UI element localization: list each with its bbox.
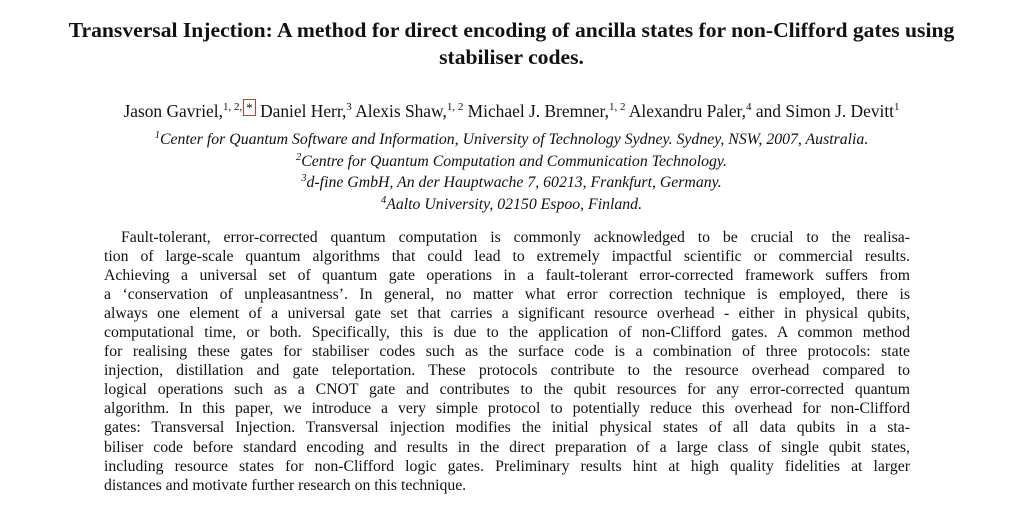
title-line-2: stabiliser codes. bbox=[439, 45, 584, 69]
affiliation-item bbox=[0, 129, 1023, 151]
abstract-line: tion of large-scale quantum algorithms that could lead to extremely impactful scientific or commercial results. bbox=[104, 248, 910, 266]
affiliation-item bbox=[0, 172, 1023, 194]
abstract-line: a ‘conservation of unpleasantness’. In general, no matter what error correction technique is employed, there is bbox=[104, 286, 910, 304]
affiliation-text: Center for Quantum Software and Information, University of Technology Sydney. Sydney, NSW, 2007, Australia. bbox=[159, 131, 869, 148]
abstract-line: algorithm. In this paper, we introduce a very simple protocol to potentially reduce this overhead for non-Clifford bbox=[104, 400, 910, 418]
affiliation-number: 3 bbox=[301, 173, 307, 185]
affiliation-item bbox=[0, 194, 1023, 216]
author-name: Jason Gavriel, bbox=[123, 101, 223, 121]
abstract bbox=[104, 228, 910, 495]
affiliation-number: 2 bbox=[295, 151, 302, 163]
affiliation-item bbox=[0, 151, 1023, 173]
author-affiliation-marks: 1, 2, bbox=[222, 101, 243, 113]
abstract-line: injection, distillation and gate teleportation. These protocols contribute to the resource overhead compared to bbox=[104, 362, 910, 380]
affiliation-text: d-fine GmbH, An der Hauptwache 7, 60213, Frankfurt, Germany. bbox=[306, 174, 722, 192]
abstract-line: biliser code before standard encoding and results in the direct preparation of a large class of single qubit states, bbox=[104, 438, 910, 456]
author-affiliation-marks: 3 bbox=[346, 101, 352, 113]
affiliation-number: 1 bbox=[154, 130, 160, 141]
author-name: Alexis Shaw, bbox=[355, 101, 447, 121]
affiliation-text: Centre for Quantum Computation and Communication Technology. bbox=[301, 152, 728, 170]
affiliation-list bbox=[0, 129, 1023, 215]
abstract-line: distances and motivate further research on this technique. bbox=[104, 476, 467, 494]
abstract-line: including resource states for non-Clifford logic gates. Preliminary results hint at high quality fidelities at larger bbox=[104, 457, 910, 475]
affiliation-text: Aalto University, 02150 Espoo, Finland. bbox=[386, 195, 643, 213]
author-name: Michael J. Bremner, bbox=[467, 101, 609, 121]
author-affiliation-marks: 1 bbox=[894, 101, 900, 113]
paper-title bbox=[0, 17, 1023, 71]
author-name: Alexandru Paler, bbox=[628, 101, 746, 121]
abstract-line: gates: Transversal Injection. Transversal injection modifies the initial physical states of all data qubits in a sta- bbox=[104, 419, 910, 437]
abstract-line: for realising these gates for stabiliser codes such as the surface code is a combination of three protocols: state bbox=[104, 343, 910, 361]
author-name: and Simon J. Devitt bbox=[755, 101, 895, 121]
abstract-line: always one element of a universal gate set that carries a significant resource overhead - either in physical qubits, bbox=[104, 305, 910, 323]
author-affiliation-marks: 4 bbox=[746, 101, 752, 113]
author-affiliation-marks: 1, 2 bbox=[446, 101, 464, 113]
author-name: Daniel Herr, bbox=[260, 101, 347, 121]
abstract-line: Fault-tolerant, error-corrected quantum computation is commonly acknowledged to be crucial to the realisa- bbox=[121, 229, 910, 246]
title-line-1: Transversal Injection: A method for direct encoding of ancilla states for non-Clifford gates using bbox=[68, 18, 955, 42]
abstract-line: Achieving a universal set of quantum gate operations in a fault-tolerant error-corrected framework suffers from bbox=[104, 267, 910, 285]
affiliation-number: 4 bbox=[380, 194, 387, 206]
abstract-line: computational time, or both. Specifically, this is due to the application of non-Clifford gates. A common method bbox=[104, 324, 910, 342]
author-affiliation-marks: 1, 2 bbox=[608, 101, 626, 113]
author-list bbox=[0, 99, 1023, 122]
corresponding-author-link[interactable]: * bbox=[243, 99, 256, 116]
abstract-line: logical operations such as a CNOT gate and contributes to the qubit resources for any error-corrected quantum bbox=[104, 381, 910, 399]
